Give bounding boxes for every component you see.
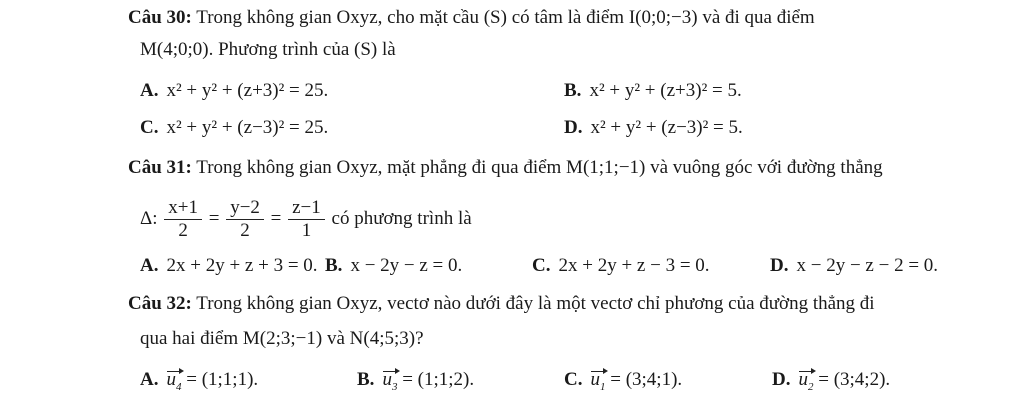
equals-sign: = bbox=[208, 208, 220, 229]
q31-line1 bbox=[128, 156, 883, 180]
q30-stem: Trong không gian Oxyz, cho mặt cầu (S) có tâm là điểm I(0;0;−3) và đi qua điểm bbox=[196, 7, 815, 28]
q31-option-c[interactable]: C. 2x + 2y + z − 3 = 0. bbox=[532, 255, 710, 276]
q31-option-b[interactable]: B. x − 2y − z = 0. bbox=[325, 255, 463, 276]
q31-option-d[interactable]: D. x − 2y − z − 2 = 0. bbox=[770, 255, 939, 276]
vector-u1: $u_1$ bbox=[590, 368, 605, 399]
q30-option-b[interactable]: B. x² + y² + (z+3)² = 5. bbox=[564, 80, 742, 101]
fraction-z: $\frac{z-1}{1}$ bbox=[288, 197, 325, 242]
q30-heading: Câu 30: bbox=[128, 7, 192, 28]
fraction-x: $\frac{x+1}{2}$ bbox=[164, 197, 202, 242]
q32-line1 bbox=[128, 292, 875, 316]
q32-stem: Trong không gian Oxyz, vectơ nào dưới đây là một vectơ chỉ phương của đường thẳng đi bbox=[196, 293, 875, 314]
vector-u2: $u_2$ bbox=[798, 368, 813, 399]
q30-line2: M(4;0;0). Phương trình của (S) là bbox=[140, 39, 396, 60]
q30-option-d[interactable]: D. x² + y² + (z−3)² = 5. bbox=[564, 117, 743, 138]
q30-line1 bbox=[128, 6, 815, 30]
equals-sign: = bbox=[270, 208, 282, 229]
q31-tail: có phương trình là bbox=[331, 208, 472, 229]
q31-stem: Trong không gian Oxyz, mặt phẳng đi qua điểm M(1;1;−1) và vuông góc với đường thẳng bbox=[196, 157, 883, 178]
vector-u4: $u_4$ bbox=[166, 368, 181, 399]
q30-option-c[interactable]: C. x² + y² + (z−3)² = 25. bbox=[140, 117, 329, 138]
q30-option-a[interactable]: A. x² + y² + (z+3)² = 25. bbox=[140, 80, 329, 101]
fraction-y: $\frac{y-2}{2}$ bbox=[226, 197, 264, 242]
q32-option-c[interactable]: C. $u_1$ = (3;4;1). bbox=[564, 368, 682, 399]
delta-label: Δ: bbox=[140, 208, 158, 229]
q32-heading: Câu 32: bbox=[128, 293, 192, 314]
q31-heading: Câu 31: bbox=[128, 157, 192, 178]
q32-option-a[interactable]: A. $u_4$ = (1;1;1). bbox=[140, 368, 258, 399]
q31-option-a[interactable]: A. 2x + 2y + z + 3 = 0. bbox=[140, 255, 318, 276]
q32-option-d[interactable]: D. $u_2$ = (3;4;2). bbox=[772, 368, 890, 399]
q31-line-equation bbox=[140, 194, 472, 244]
q32-line2: qua hai điểm M(2;3;−1) và N(4;5;3)? bbox=[140, 328, 424, 349]
q32-option-b[interactable]: B. $u_3$ = (1;1;2). bbox=[357, 368, 474, 399]
vector-u3: $u_3$ bbox=[382, 368, 397, 399]
